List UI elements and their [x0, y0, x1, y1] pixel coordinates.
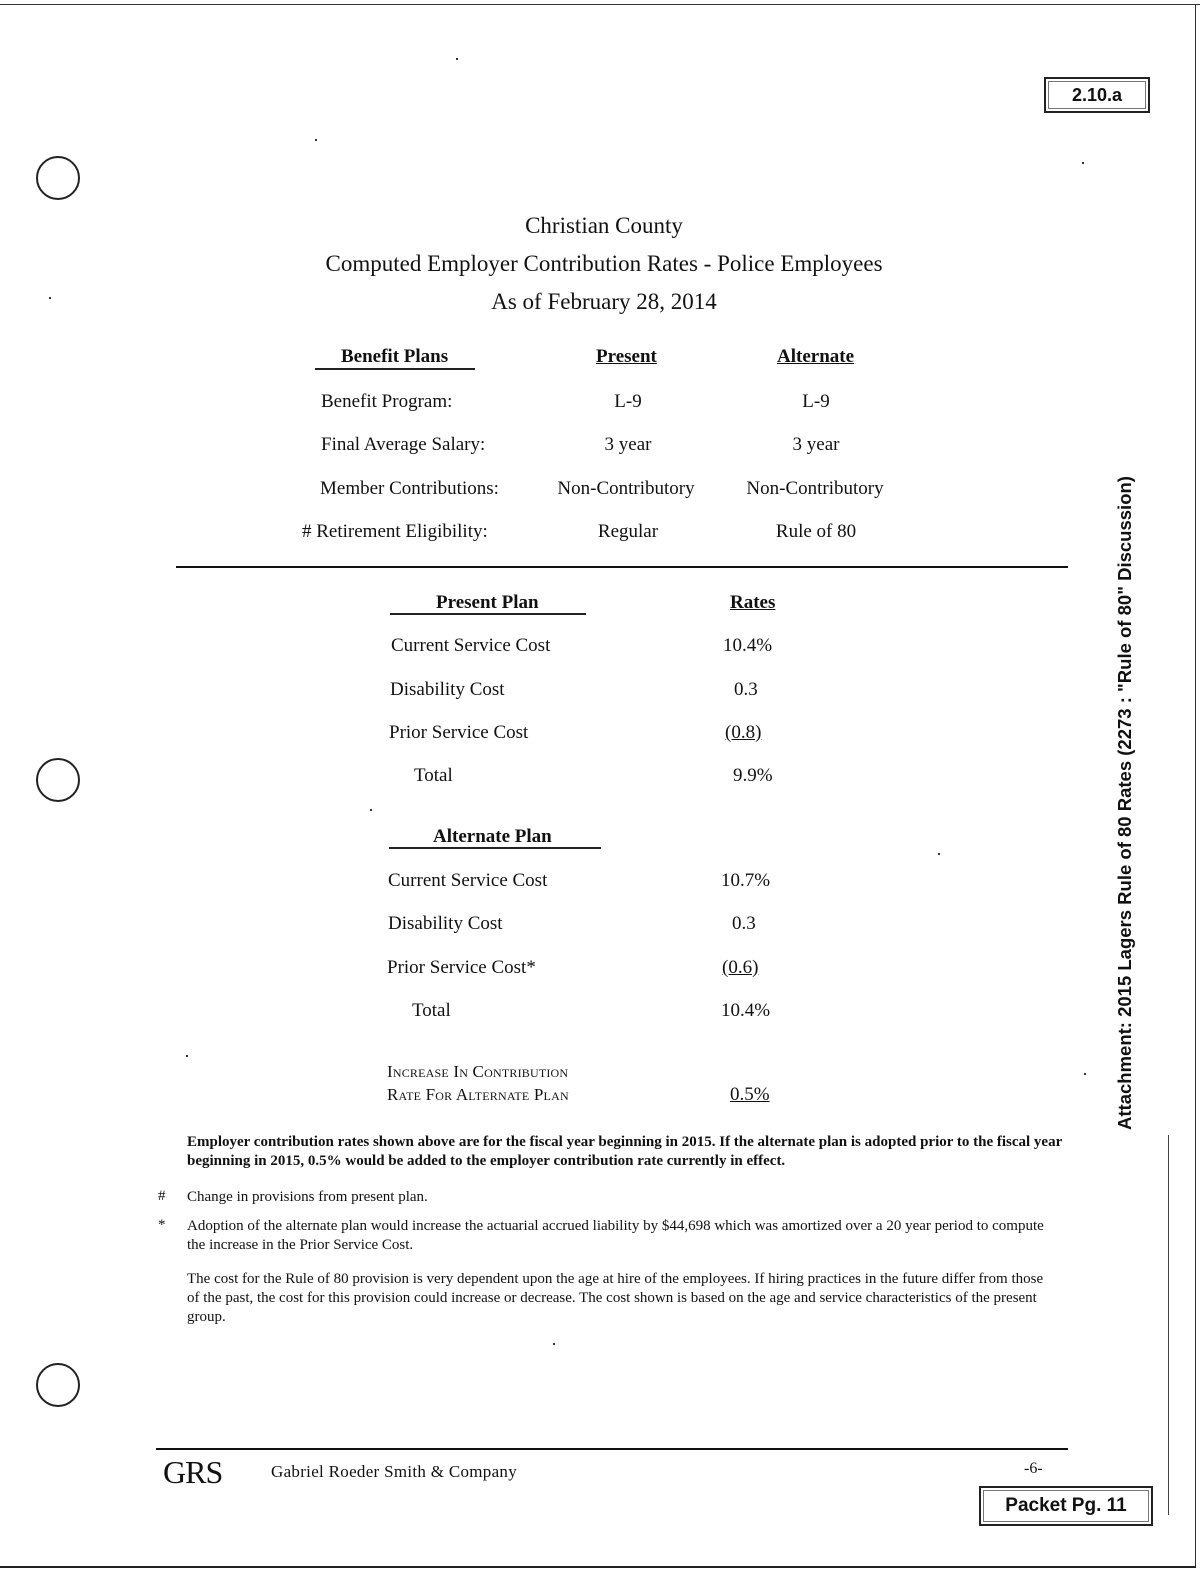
scan-speck [315, 139, 317, 141]
row-label: # Retirement Eligibility: [302, 521, 488, 542]
page-number: -6- [1024, 1460, 1043, 1477]
total-label: Total [414, 765, 453, 786]
page-border-top [0, 4, 1200, 5]
firm-name: Gabriel Roeder Smith & Company [271, 1462, 518, 1481]
increase-label-line2: Rate For Alternate Plan [387, 1085, 569, 1104]
header-underline [390, 613, 586, 615]
attachment-label: Attachment: 2015 Lagers Rule of 80 Rates (2273 : "Rule of 80" Discussion) [1114, 476, 1135, 1130]
document-subtitle: Computed Employer Contribution Rates - Police Employees [325, 251, 883, 276]
section-divider [176, 566, 1068, 568]
rate-value: 10.4% [723, 635, 773, 656]
hash-marker: # [158, 1188, 166, 1204]
row-label: Benefit Program: [321, 391, 453, 412]
scan-speck [1084, 1073, 1086, 1075]
row-label: Final Average Salary: [321, 434, 486, 455]
present-value: Regular [597, 521, 659, 542]
row-label: Member Contributions: [320, 478, 499, 499]
agenda-item-badge: 2.10.a [1044, 77, 1150, 113]
punch-hole-bottom [36, 1363, 80, 1407]
liability-note: Adoption of the alternate plan would increase the actuarial accrued liability by $44,698 which was amortized over a 20 year period to compute the increase in the Prior Service Cost. [187, 1218, 1044, 1253]
page-border-bottom [0, 1566, 1196, 1568]
row-label: Disability Cost [390, 679, 505, 700]
fiscal-year-note: Employer contribution rates shown above are for the fiscal year beginning in 2015. If the alternate plan is adopted prior to the fiscal year beginning in 2015, 0.5% would be added to the employer contribution rate currently in effect. [187, 1134, 1062, 1169]
page-border-right [1195, 4, 1196, 1567]
present-value: 3 year [604, 434, 652, 455]
benefit-plans-header: Benefit Plans [341, 346, 449, 367]
punch-hole-top [36, 156, 80, 200]
rates-header: Rates [730, 592, 776, 613]
present-header: Present [596, 346, 657, 367]
document-title: Christian County [525, 213, 683, 238]
row-label: Prior Service Cost [389, 722, 529, 743]
punch-hole-middle [36, 758, 80, 802]
row-label: Prior Service Cost* [387, 957, 536, 978]
rule-of-80-note: The cost for the Rule of 80 provision is very dependent upon the age at hire of the employees. If hiring practices in the future differ from those of the past, the cost for this provision could increase or decrease. The cost shown is based on the age and service characteristics of the present group. [187, 1271, 1044, 1325]
header-underline [389, 847, 601, 849]
total-label: Total [412, 1000, 451, 1021]
present-plan-header: Present Plan [436, 592, 539, 613]
rate-value: (0.6) [722, 957, 759, 978]
alternate-value: Non-Contributory [746, 478, 884, 499]
alternate-value: Rule of 80 [775, 521, 857, 542]
row-label: Current Service Cost [391, 635, 551, 656]
alternate-value: L-9 [802, 391, 830, 412]
scan-speck [553, 1343, 555, 1345]
alternate-value: 3 year [792, 434, 840, 455]
row-label: Current Service Cost [388, 870, 548, 891]
scan-speck [938, 853, 940, 855]
packet-page-badge: Packet Pg. 11 [979, 1486, 1153, 1526]
rate-value: (0.8) [725, 722, 762, 743]
scan-speck [1082, 162, 1084, 164]
alternate-header: Alternate [777, 346, 855, 367]
alternate-plan-header: Alternate Plan [433, 826, 552, 847]
present-value: L-9 [614, 391, 642, 412]
rate-value: 0.3 [734, 679, 758, 700]
total-value: 10.4% [721, 1000, 771, 1021]
row-label: Disability Cost [388, 913, 503, 934]
provision-change-note: Change in provisions from present plan. [187, 1189, 428, 1205]
increase-label-line1: Increase In Contribution [387, 1062, 569, 1081]
rate-value: 10.7% [721, 870, 771, 891]
header-underline [315, 368, 475, 370]
scan-speck [370, 809, 372, 811]
as-of-date: As of February 28, 2014 [491, 289, 717, 314]
grs-logo: GRS [163, 1454, 223, 1490]
scan-speck [49, 297, 51, 299]
scan-speck [186, 1055, 188, 1057]
scan-speck [456, 58, 458, 60]
margin-rule [1168, 1135, 1169, 1515]
rate-value: 0.3 [732, 913, 756, 934]
asterisk-marker: * [158, 1217, 166, 1233]
present-value: Non-Contributory [557, 478, 695, 499]
total-value: 9.9% [733, 765, 773, 786]
footer-rule [156, 1448, 1068, 1450]
increase-value: 0.5% [730, 1084, 770, 1105]
